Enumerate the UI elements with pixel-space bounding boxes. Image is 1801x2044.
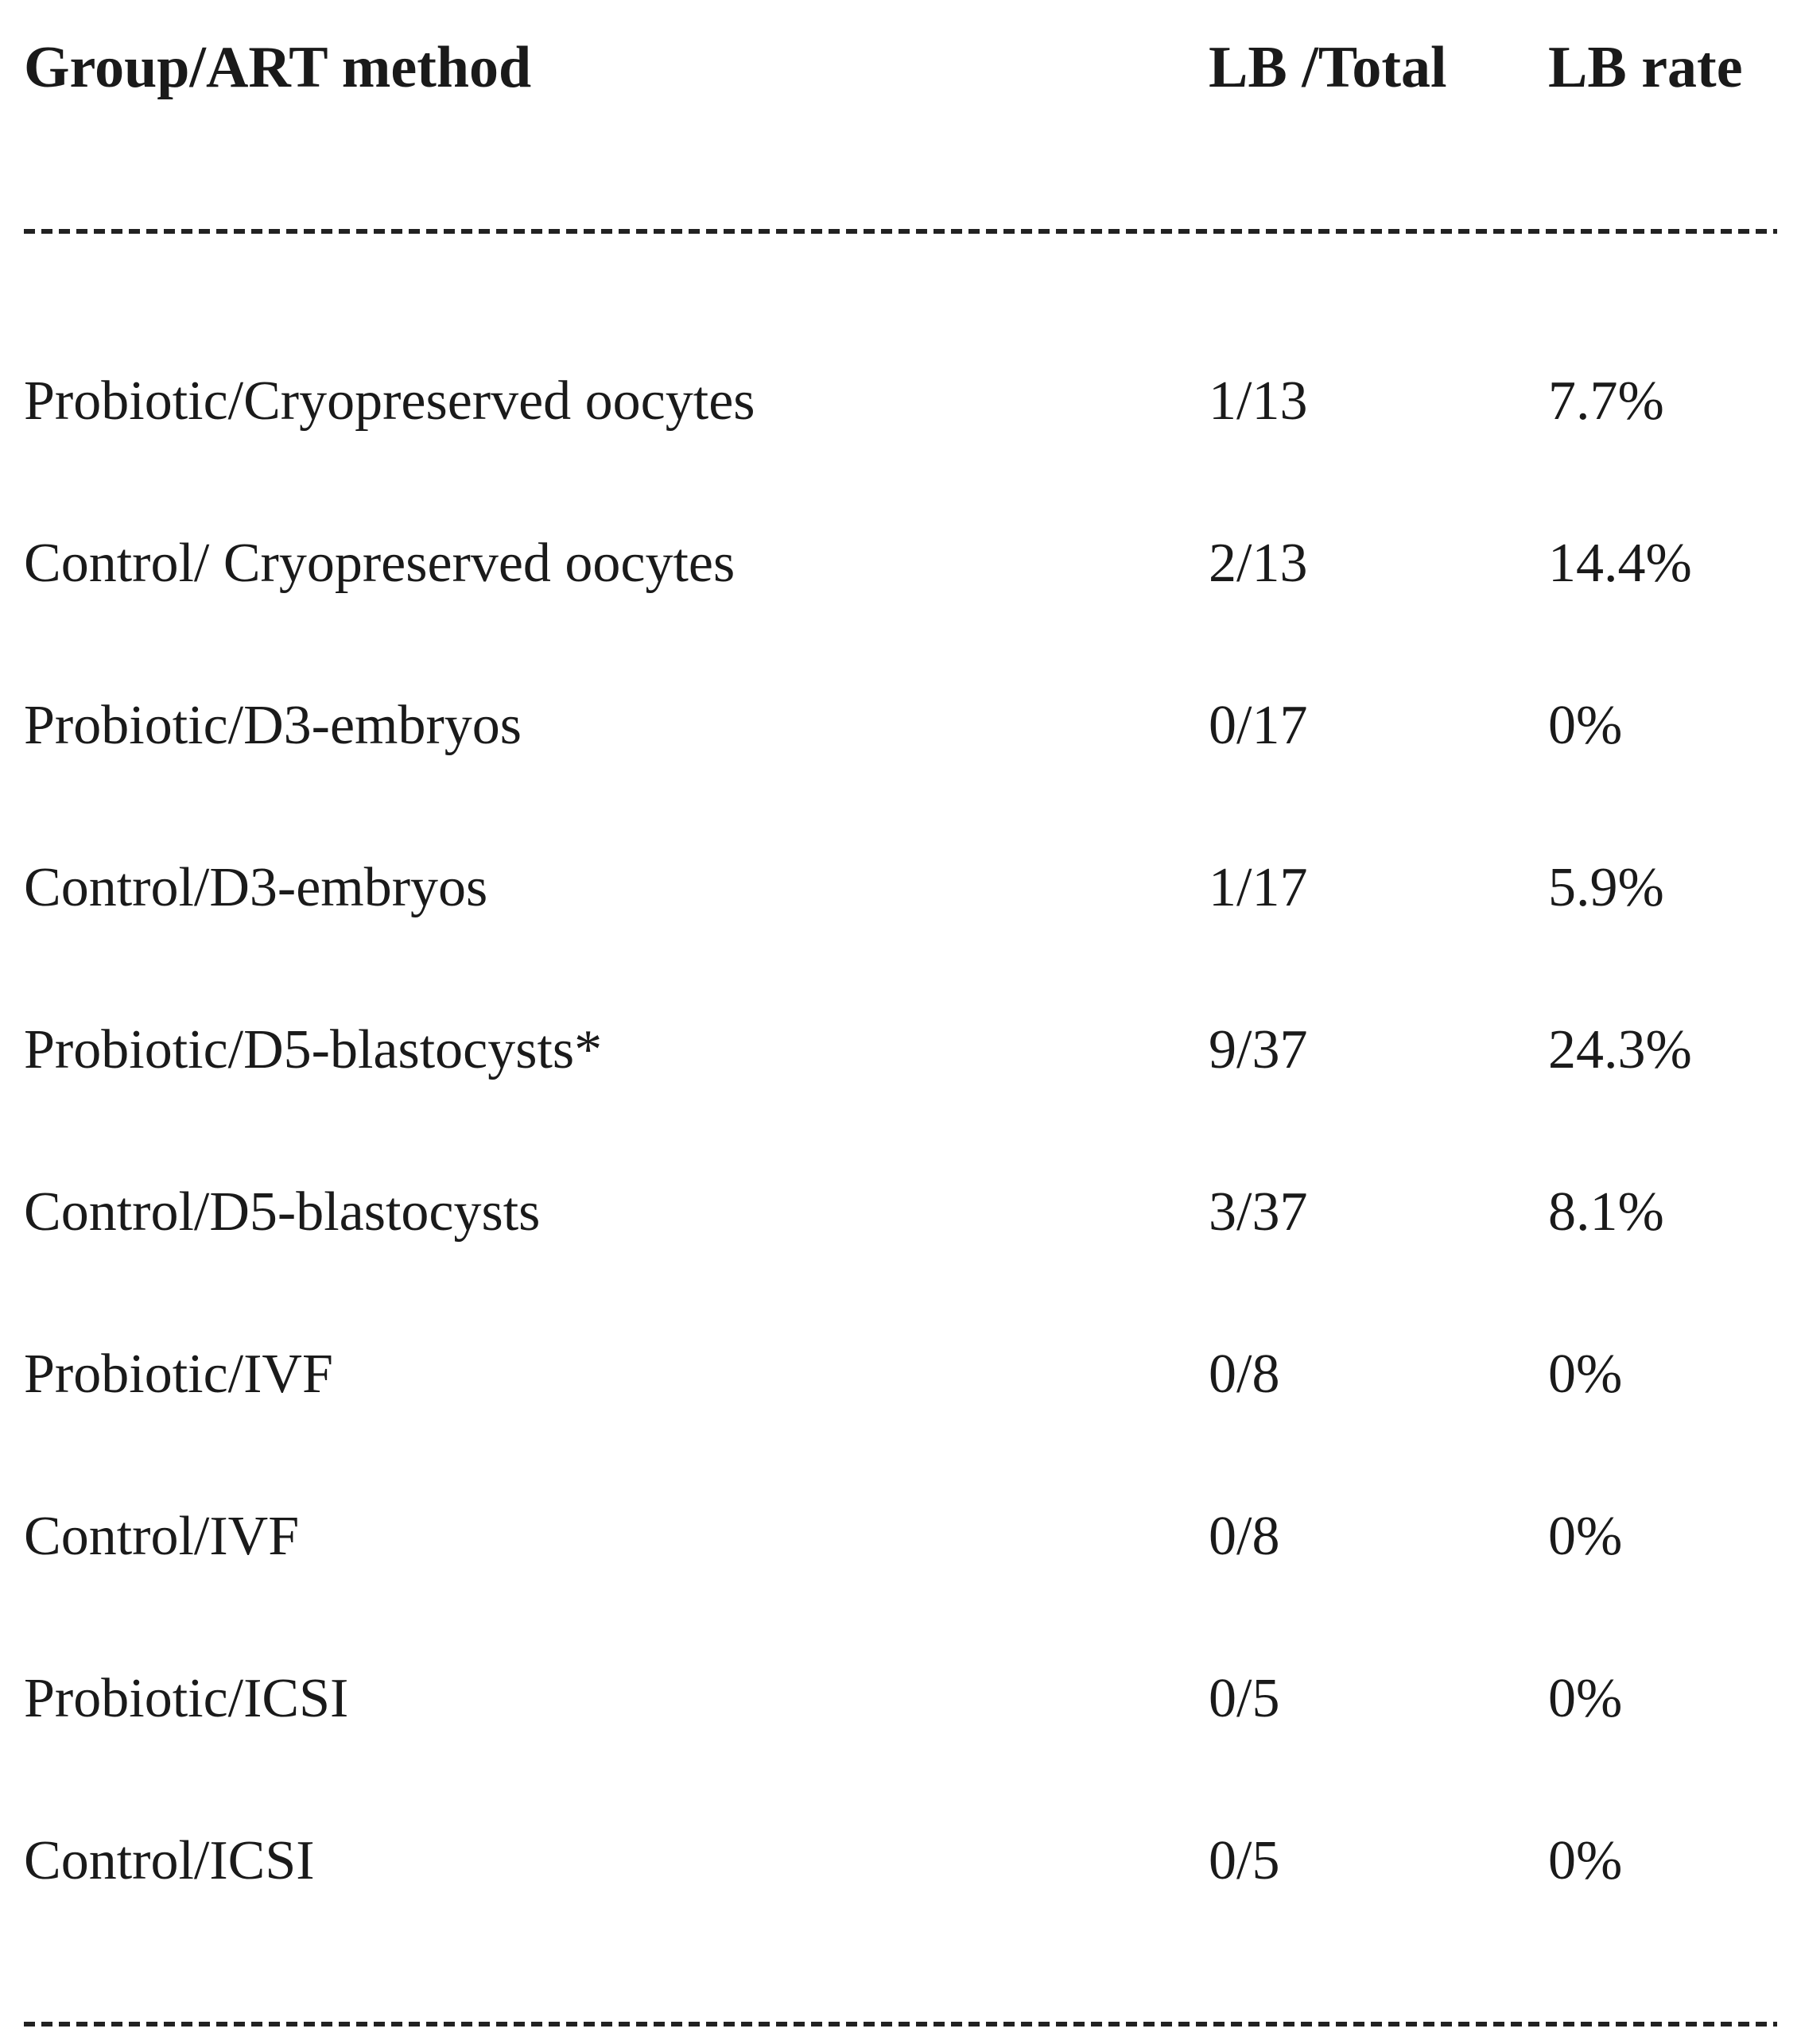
row-group: Control/D5-blastocysts: [24, 1181, 541, 1243]
row-lb-rate: 0%: [1548, 695, 1623, 756]
table-row: [0, 524, 1801, 635]
row-group: Probiotic/ICSI: [24, 1668, 349, 1729]
row-lb-rate: 0%: [1548, 1344, 1623, 1405]
row-lb-total: 0/17: [1209, 695, 1308, 756]
table-row: [0, 362, 1801, 473]
table-row: [0, 1173, 1801, 1284]
row-lb-total: 1/13: [1209, 370, 1308, 432]
row-lb-total: 0/5: [1209, 1830, 1280, 1891]
row-lb-rate: 5.9%: [1548, 857, 1664, 918]
table-row: [0, 1659, 1801, 1771]
header-lb-total: LB /Total: [1209, 35, 1447, 100]
row-group: Probiotic/D3-embryos: [24, 695, 522, 756]
row-lb-total: 0/5: [1209, 1668, 1280, 1729]
row-lb-rate: 0%: [1548, 1506, 1623, 1567]
table-row: [0, 1335, 1801, 1446]
bottom-dashed-rule: [24, 2021, 1777, 2027]
row-group: Control/ICSI: [24, 1830, 315, 1891]
table-row: [0, 686, 1801, 797]
row-group: Control/D3-embryos: [24, 857, 488, 918]
row-lb-total: 3/37: [1209, 1181, 1308, 1243]
row-group: Probiotic/D5-blastocysts*: [24, 1019, 603, 1080]
top-dashed-rule: [24, 228, 1777, 235]
table-row: [0, 848, 1801, 960]
row-lb-rate: 24.3%: [1548, 1019, 1692, 1080]
row-group: Control/IVF: [24, 1506, 300, 1567]
row-group: Probiotic/IVF: [24, 1344, 333, 1405]
row-lb-total: 0/8: [1209, 1506, 1280, 1567]
table-row: [0, 1497, 1801, 1608]
row-group: Control/ Cryopreserved oocytes: [24, 533, 736, 594]
header-group: Group/ART method: [24, 35, 532, 100]
table-row: [0, 1821, 1801, 1933]
row-lb-rate: 0%: [1548, 1668, 1623, 1729]
table-row: [0, 1010, 1801, 1122]
row-lb-total: 1/17: [1209, 857, 1308, 918]
row-lb-rate: 7.7%: [1548, 370, 1664, 432]
row-lb-total: 0/8: [1209, 1344, 1280, 1405]
row-lb-rate: 14.4%: [1548, 533, 1692, 594]
row-group: Probiotic/Cryopreserved oocytes: [24, 370, 755, 432]
row-lb-total: 2/13: [1209, 533, 1308, 594]
row-lb-rate: 0%: [1548, 1830, 1623, 1891]
row-lb-rate: 8.1%: [1548, 1181, 1664, 1243]
header-lb-rate: LB rate: [1548, 35, 1743, 100]
row-lb-total: 9/37: [1209, 1019, 1308, 1080]
